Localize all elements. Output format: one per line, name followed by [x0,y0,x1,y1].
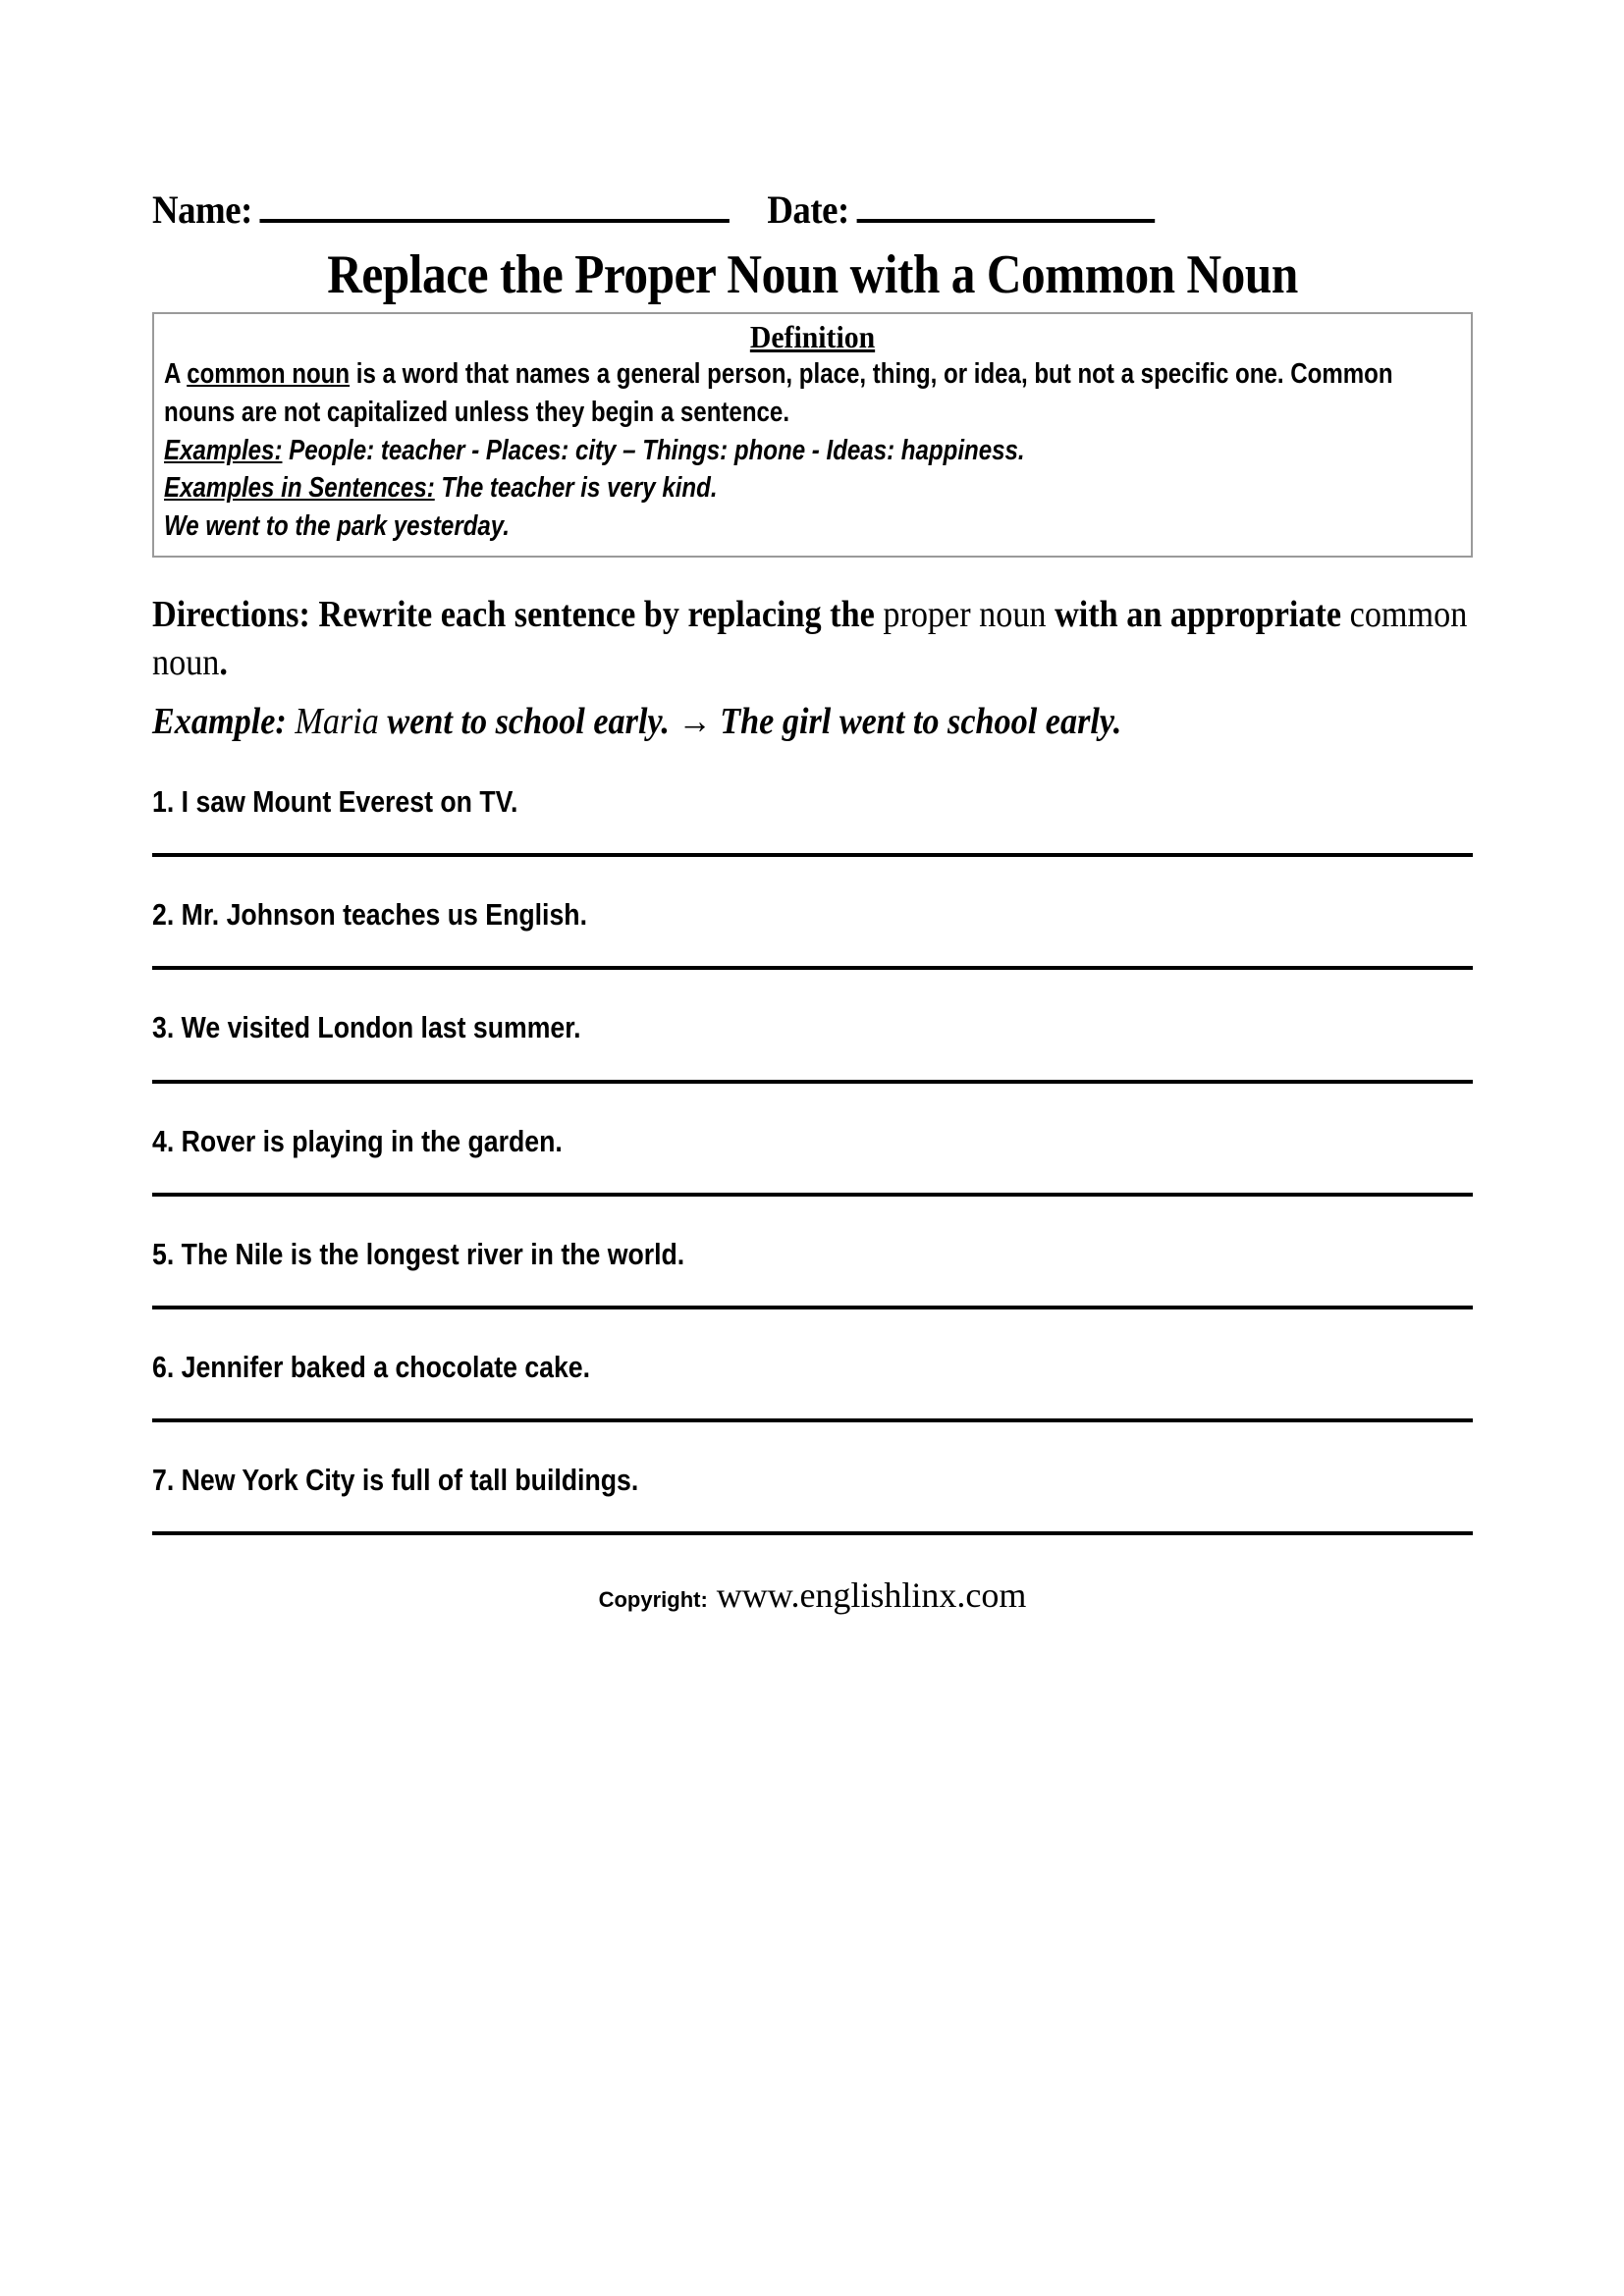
date-label: Date: [767,187,849,232]
answer-line[interactable] [152,966,1473,970]
definition-examples-sentences-row [164,469,1457,507]
page-title: Replace the Proper Noun with a Common Noun [327,244,1298,305]
question-number: 4. [152,1123,175,1158]
directions-bold-2: with an appropriate [1046,593,1350,635]
question-text [152,1236,1470,1272]
directions-proper-noun: proper noun [883,593,1047,635]
copyright-label: Copyright: [598,1587,708,1613]
definition-box [152,312,1473,558]
question-item [152,1349,1473,1422]
question-text [152,1462,1470,1498]
question-item [152,1236,1473,1309]
question-item [152,1009,1473,1083]
definition-term: common noun [187,358,351,391]
name-label: Name: [152,187,252,232]
question-list [152,783,1473,1535]
definition-line1-post: is a word that names a general person, place, thing, or idea, but not a specific one. Common nouns are not capitalized unless they begin a sentence. [164,358,1393,428]
answer-line[interactable] [152,1080,1473,1084]
question-sentence: The Nile is the longest river in the world. [181,1236,685,1271]
question-sentence: I saw Mount Everest on TV. [181,784,518,820]
question-sentence: We visited London last summer. [181,1010,581,1045]
question-number: 2. [152,897,175,933]
question-text [152,1349,1470,1385]
answer-line[interactable] [152,1531,1473,1535]
copyright-footer [152,1575,1473,1616]
examples-in-sentences-text: The teacher is very kind. [434,472,718,505]
answer-line[interactable] [152,1418,1473,1422]
date-blank-line[interactable] [856,219,1155,223]
example-label: Example: [152,700,287,742]
question-text [152,783,1470,820]
answer-line[interactable] [152,1193,1473,1197]
question-item [152,896,1473,970]
directions-common-noun: common noun [152,593,1468,684]
question-number: 6. [152,1349,175,1384]
example-proper-noun: Maria [286,700,388,742]
examples-text: People: teacher - Places: city – Things: phone - Ideas: happiness. [282,434,1025,466]
question-number: 5. [152,1236,175,1271]
definition-examples-sentences-line2: We went to the park yesterday. [164,510,510,543]
example-bold-text: went to school early. → The girl went to school early. [387,700,1122,742]
question-item [152,1462,1473,1535]
question-text [152,1123,1470,1159]
question-text [152,1009,1470,1045]
worksheet-content [152,187,1473,1616]
answer-line[interactable] [152,1306,1473,1309]
directions-bold-1: Directions: Rewrite each sentence by replacing the [152,593,884,635]
definition-line1-pre: A [164,358,188,391]
name-date-header [152,187,1367,233]
answer-line[interactable] [152,853,1473,857]
question-sentence: Rover is playing in the garden. [181,1123,563,1158]
question-number: 7. [152,1463,175,1498]
definition-body [164,355,1457,432]
definition-examples-row [164,432,1457,470]
question-number: 1. [152,784,175,820]
question-item [152,783,1473,857]
examples-label: Examples: [164,434,283,466]
directions-bold-3: . [219,642,228,684]
question-sentence: Mr. Johnson teaches us English. [181,897,587,933]
question-sentence: Jennifer baked a chocolate cake. [181,1349,591,1384]
copyright-url: www.englishlinx.com [707,1575,1027,1616]
definition-heading: Definition [749,318,876,354]
question-sentence: New York City is full of tall buildings. [181,1463,639,1498]
question-number: 3. [152,1010,175,1045]
question-text [152,896,1470,933]
directions-example-line [152,698,1472,746]
examples-in-sentences-label: Examples in Sentences: [164,472,435,505]
directions-paragraph [152,591,1472,688]
question-item [152,1123,1473,1197]
name-blank-line[interactable] [259,219,729,223]
